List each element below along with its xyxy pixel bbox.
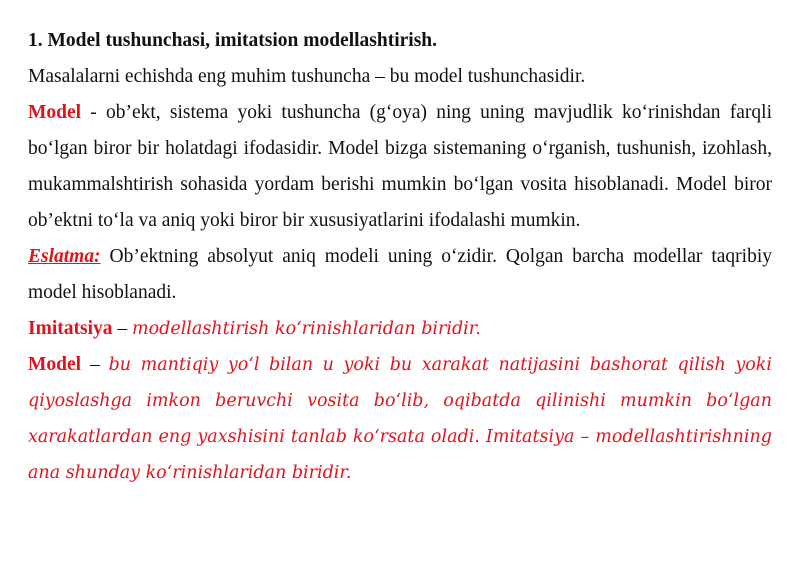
intro-text: Masalalarni echishda eng muhim tushuncha – bu model tushunchasidir. <box>28 66 586 87</box>
paragraph-imitation <box>28 311 772 347</box>
model-definition-text: - ob’ekt, sistema yoki tushuncha (g‘oya) ning uning mavjudlik ko‘rinishdan farqli bo‘lgan biror bir holatdagi ifodasidir. Model bizga sistemaning o‘rganish, tushunish, izohlash, mukammalshtirish sohasida yordam berishi mumkin bo‘lgan vosita hisoblanadi. Model biror ob’ektni to‘la va aniq yoki biror bir xususiyatlarini ifodalashi mumkin. <box>28 102 772 231</box>
document-page <box>28 23 772 491</box>
imitation-term: Imitatsiya <box>28 318 113 339</box>
imitation-dash: – <box>112 318 132 339</box>
model-purpose-text: bu mantiqiy yo‘l bilan u yoki bu xarakat natijasini bashorat qilish yoki qiyoslashga imkon beruvchi vosita bo‘lib, oqibatda qilinishi mumkin bo‘lgan xarakatlardan eng yaxshisini tanlab ko‘rsata oladi. Imitatsiya – modellashtirishning ana shunday ko‘rinishlaridan biridir. <box>28 355 773 483</box>
model-purpose-term: Model <box>28 354 82 375</box>
model-term: Model <box>28 102 82 123</box>
paragraph-note <box>28 239 772 311</box>
note-text: Ob’ektning absolyut aniq modeli uning o‘zidir. Qolgan barcha modellar taqribiy model hisoblanadi. <box>28 246 772 303</box>
model-purpose-dash: – <box>81 354 109 375</box>
imitation-text: modellashtirish ko‘rinishlaridan biridir. <box>132 319 481 339</box>
paragraph-model-purpose <box>28 347 772 491</box>
note-label: Eslatma: <box>28 246 101 267</box>
paragraph-model-definition <box>28 95 772 239</box>
section-heading: 1. Model tushunchasi, imitatsion modellashtirish. <box>28 30 438 51</box>
paragraph-intro <box>28 59 772 95</box>
